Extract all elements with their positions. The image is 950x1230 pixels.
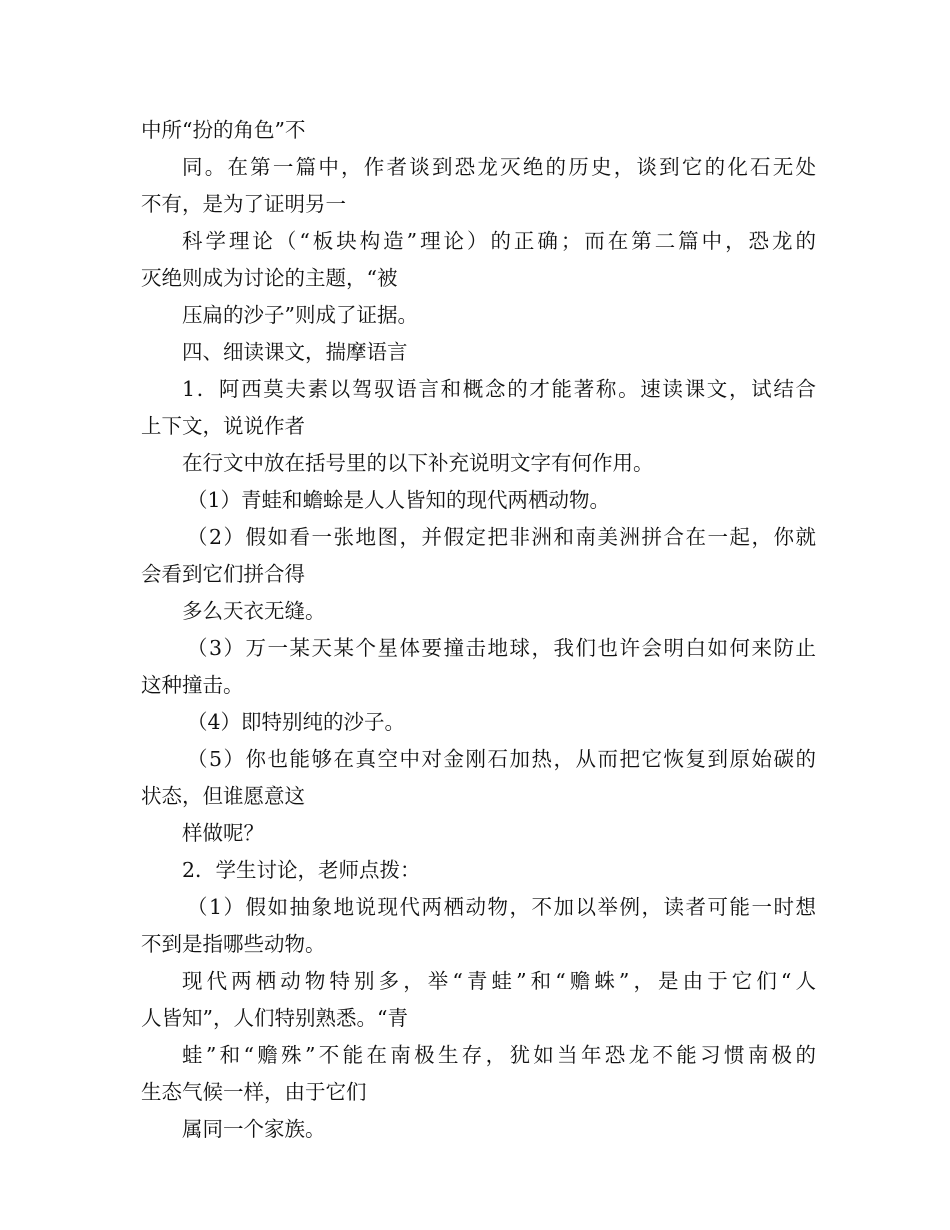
text-line: 1．阿西莫夫素以驾驭语言和概念的才能著称。速读课文，试结合 — [182, 377, 816, 401]
list-item: （1）青蛙和蟾蜍是人人皆知的现代两栖动物。 — [187, 488, 611, 512]
text-line: 科学理论（“板块构造”理论）的正确；而在第二篇中，恐龙的 — [182, 229, 816, 253]
list-item: （4）即特别纯的沙子。 — [187, 710, 406, 734]
text-line: 压扁的沙子”则成了证据。 — [182, 303, 418, 327]
text-line: 不到是指哪些动物。 — [141, 932, 326, 956]
text-line: 中所“扮的角色”不 — [141, 118, 306, 142]
text-line: 样做呢？ — [182, 821, 264, 845]
text-line: 属同一个家族。 — [182, 1117, 326, 1141]
text-line: 生态气候一样，由于它们 — [141, 1080, 367, 1104]
text-line: 在行文中放在括号里的以下补充说明文字有何作用。 — [182, 451, 654, 475]
text-line: 多么天衣无缝。 — [182, 599, 326, 623]
text-line: 不有，是为了证明另一 — [141, 192, 346, 216]
section-heading: 四、细读课文，揣摩语言 — [182, 340, 408, 364]
list-item: （5）你也能够在真空中对金刚石加热，从而把它恢复到原始碳的 — [187, 747, 816, 771]
text-line: 人皆知”，人们特别熟悉。“青 — [141, 1006, 408, 1030]
text-line: 这种撞击。 — [141, 673, 244, 697]
text-line: 灭绝则成为讨论的主题，“被 — [141, 266, 398, 290]
text-line: 2．学生讨论，老师点拨： — [182, 858, 421, 882]
text-line: 状态，但谁愿意这 — [141, 784, 305, 808]
list-item: （3）万一某天某个星体要撞击地球，我们也许会明白如何来防止 — [187, 636, 816, 660]
text-line: 同。在第一篇中，作者谈到恐龙灭绝的历史，谈到它的化石无处 — [182, 155, 816, 179]
list-item: （1）假如抽象地说现代两栖动物，不加以举例，读者可能一时想 — [187, 895, 816, 919]
text-line: 会看到它们拼合得 — [141, 562, 305, 586]
text-line: 现代两栖动物特别多，举“青蛙”和“赡蛛”，是由于它们“人 — [182, 969, 816, 993]
document-text — [141, 112, 816, 1148]
text-line: 上下文，说说作者 — [141, 414, 305, 438]
list-item: （2）假如看一张地图，并假定把非洲和南美洲拼合在一起，你就 — [187, 525, 816, 549]
text-line: 蛙”和“赡殊”不能在南极生存，犹如当年恐龙不能习惯南极的 — [182, 1043, 816, 1067]
